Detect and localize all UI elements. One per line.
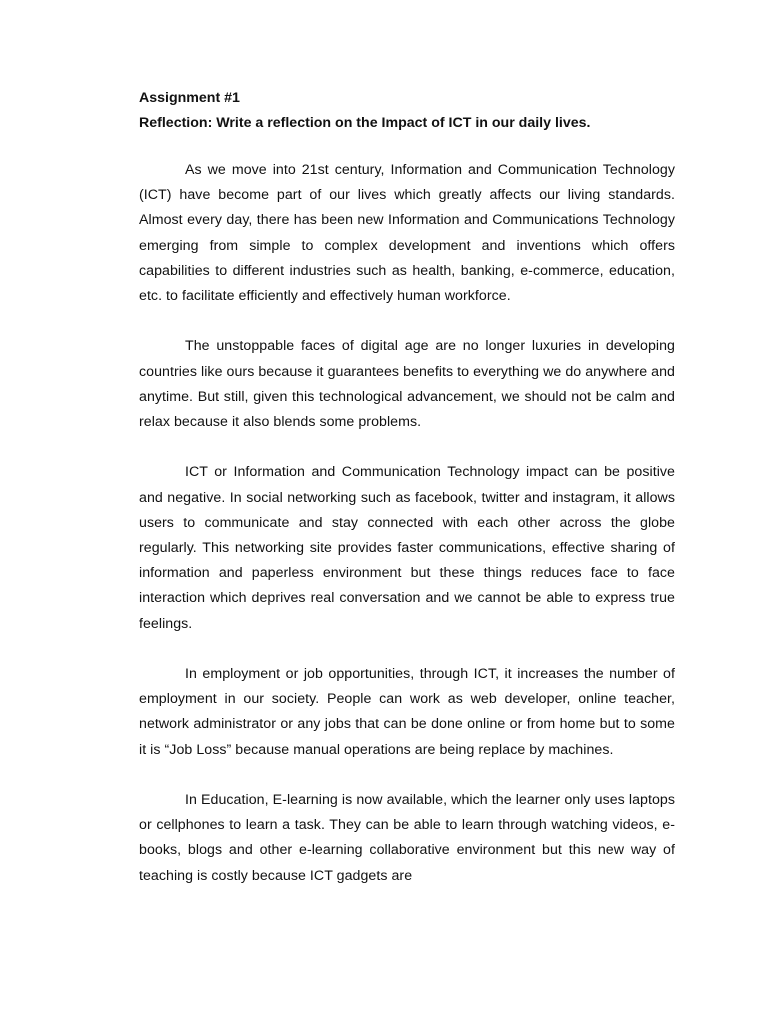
paragraph-employment: In employment or job opportunities, through ICT, it increases the number of employment in our society. People can work as web developer, online teacher, network administrator or any jobs that can be done online or from home but to some it is “Job Loss” because manual operations are being replace by machines. — [139, 666, 675, 758]
document-body — [139, 158, 675, 914]
paragraph-intro: As we move into 21st century, Information and Communication Technology (ICT) have become part of our lives which greatly affects our living standards. Almost every day, there has been new Information and Communications Technology emerging from simple to complex development and inventions which offers capabilities to different industries such as health, banking, e-commerce, education, etc. to facilitate efficiently and effectively human workforce. — [139, 162, 675, 305]
paragraph-digital-age: The unstoppable faces of digital age are no longer luxuries in developing countries like ours because it guarantees benefits to everything we do anywhere and anytime. But still, given this technological advancement, we should not be calm and relax because it also blends some problems. — [139, 338, 675, 431]
paragraph-education: In Education, E-learning is now available, which the learner only uses laptops or cellphones to learn a task. They can be able to learn through watching videos, e-books, blogs and other e-learning collaborative environment but this new way of teaching is costly because ICT gadgets are — [139, 792, 675, 884]
assignment-heading: Assignment #1 — [139, 90, 240, 106]
reflection-prompt: Reflection: Write a reflection on the Impact of ICT in our daily lives. — [139, 115, 591, 131]
paragraph-social-networking: ICT or Information and Communication Technology impact can be positive and negative. In social networking such as facebook, twitter and instagram, it allows users to communicate and stay connected with each other across the globe regularly. This networking site provides faster communications, effective sharing of information and paperless environment but these things reduces face to face interaction which deprives real conversation and we cannot be able to express true feelings. — [139, 464, 675, 632]
document-header — [139, 86, 679, 136]
